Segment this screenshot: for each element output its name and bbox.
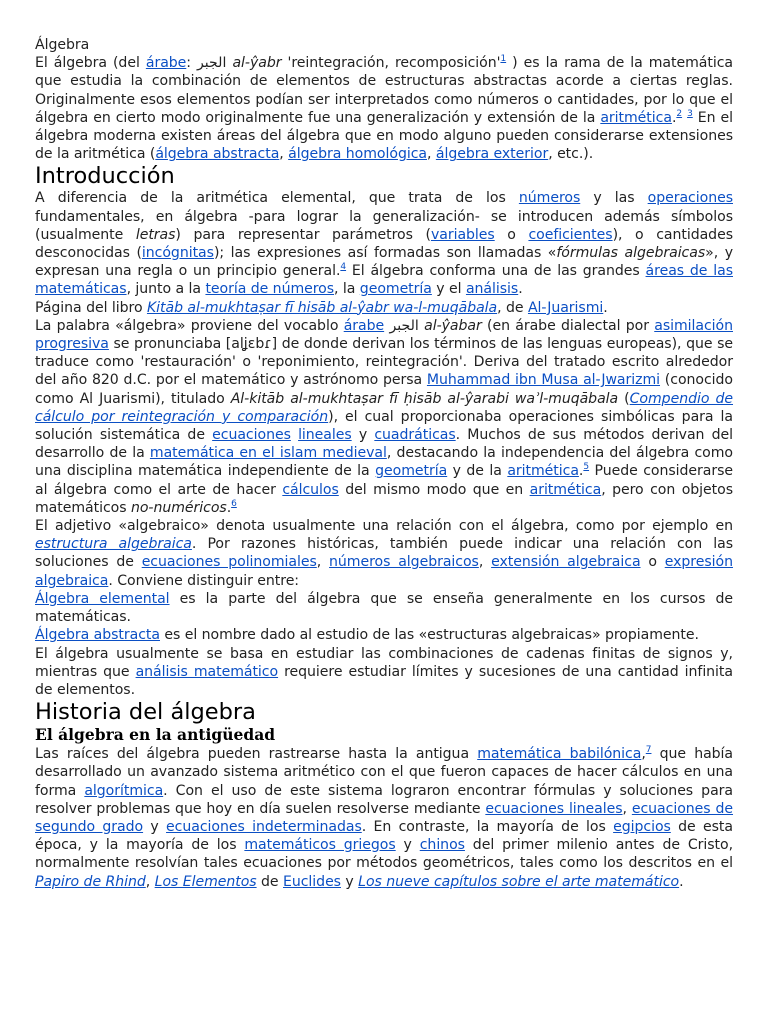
italic-text: al-ŷabr xyxy=(232,55,282,72)
text: o xyxy=(640,554,665,571)
image-caption xyxy=(35,299,733,317)
paragraph xyxy=(35,317,733,517)
link-kitab[interactable]: Kitāb al-mukhtaṣar fī hisāb al-ŷabr wa-l-muqābala xyxy=(146,299,498,316)
text: ); las expresiones así formadas son llamadas « xyxy=(213,245,557,262)
text: , destacando la independencia del álgebra como una disciplina matemática independiente de la xyxy=(35,445,734,480)
link-algoritmica[interactable]: algorítmica xyxy=(84,782,164,799)
link-numeros-algebraicos[interactable]: números algebraicos xyxy=(329,554,479,571)
text: , de xyxy=(497,299,528,316)
text: y de la xyxy=(447,463,508,480)
paragraph xyxy=(35,745,733,891)
link-incognitas[interactable]: incógnitas xyxy=(141,245,214,262)
text: Puede considerarse al álgebra como el arte de hacer xyxy=(35,463,734,498)
text: y el xyxy=(431,281,466,298)
paragraph xyxy=(35,590,733,626)
link-al-jwarizmi[interactable]: Muhammad ibn Musa al-Jwarizmi xyxy=(426,372,661,389)
reference-link[interactable]: 1 xyxy=(500,54,507,65)
link-algebra-abstracta[interactable]: Álgebra abstracta xyxy=(35,627,160,644)
text: ) para representar parámetros ( xyxy=(175,226,431,243)
text: . En contraste, la mayoría de los xyxy=(361,818,614,835)
text: es la parte del álgebra que se enseña generalmente en los cursos de matemáticas. xyxy=(35,590,734,626)
link-algebra-exterior[interactable]: álgebra exterior xyxy=(435,146,549,163)
link-aritmetica[interactable]: aritmética xyxy=(600,109,672,126)
link-aritmetica[interactable]: aritmética xyxy=(529,481,602,498)
text: En el álgebra moderna existen áreas del álgebra que en modo alguno pueden considerarse extensiones de la aritmética ( xyxy=(35,109,733,163)
text: Página del libro xyxy=(35,299,147,316)
link-egipcios[interactable]: egipcios xyxy=(613,818,671,835)
section-heading-historia: Historia del álgebra xyxy=(35,699,256,726)
text: : الجبر xyxy=(186,55,233,72)
text: ) es la rama de la matemática que estudia la combinación de elementos de estructuras abstractas acorde a ciertas reglas. Originalmente esos elementos podían ser interpretados como números o cantidades, por lo que el álgebra en cierto modo originalmente fue una generalización y extensión de la xyxy=(35,55,733,126)
document-title: Álgebra xyxy=(35,37,90,53)
reference-link[interactable]: 6 xyxy=(231,498,237,509)
text: de xyxy=(256,873,283,890)
text: que había desarrollado un avanzado sistema aritmético con el que fueron capaces de hacer cálculos en una forma xyxy=(35,746,734,799)
text: , xyxy=(427,146,436,163)
link-euclides[interactable]: Euclides xyxy=(283,873,341,890)
text: . xyxy=(679,873,684,890)
link-al-juarismi[interactable]: Al-Juarismi xyxy=(527,299,604,316)
text: », y expresan una regla o un principio general. xyxy=(35,245,734,280)
link-matematica-babilonica[interactable]: matemática babilónica xyxy=(477,746,642,763)
text: o xyxy=(494,226,529,243)
link-expresion-algebraica[interactable]: expresión algebraica xyxy=(35,554,733,589)
text: , xyxy=(641,746,646,763)
link-ecuaciones[interactable]: ecuaciones xyxy=(212,427,291,444)
text: del primer milenio antes de Cristo, normalmente resolvían tales ecuaciones por métodos geométricos, tales como los descritos en el xyxy=(35,837,734,872)
paragraph xyxy=(35,645,733,700)
reference-link[interactable]: 5 xyxy=(583,462,590,473)
text xyxy=(291,427,298,443)
link-algebra-homologica[interactable]: álgebra homológica xyxy=(288,146,427,163)
text: الجبر xyxy=(384,317,425,334)
italic-text: Al-kitāb al-mukhtaṣar fī ḥisāb al-ŷarabi waʾl-muqābala xyxy=(230,390,619,407)
link-lineales[interactable]: lineales xyxy=(298,427,352,444)
link-compendio[interactable]: Compendio de cálculo por reintegración y comparación xyxy=(35,390,733,425)
text: , xyxy=(279,146,289,163)
link-ecuaciones-indeterminadas[interactable]: ecuaciones indeterminadas xyxy=(166,818,362,835)
link-extension-algebraica[interactable]: extensión algebraica xyxy=(491,554,641,571)
link-numeros[interactable]: números xyxy=(518,190,581,207)
text: . Muchos de sus métodos derivan del desarrollo de la xyxy=(35,427,733,462)
link-ecuaciones-segundo-grado[interactable]: ecuaciones de segundo grado xyxy=(35,800,733,835)
text: . Con el uso de este sistema lograron encontrar fórmulas y soluciones para resolver problemas que hoy en día suelen resolverse mediante xyxy=(35,782,733,817)
link-teoria-numeros[interactable]: teoría de números xyxy=(205,281,335,298)
link-coeficientes[interactable]: coeficientes xyxy=(528,226,613,243)
text: , etc.). xyxy=(548,146,594,163)
link-chinos[interactable]: chinos xyxy=(419,837,465,854)
link-analisis[interactable]: análisis xyxy=(465,281,519,298)
italic-text: fórmulas algebraicas xyxy=(556,245,706,262)
text: El álgebra conforma una de las grandes xyxy=(346,263,646,280)
text: y xyxy=(143,818,167,835)
reference-link[interactable]: 2 xyxy=(676,108,683,119)
link-arabe[interactable]: árabe xyxy=(343,317,385,334)
link-geometria[interactable]: geometría xyxy=(375,463,448,480)
link-nueve-capitulos[interactable]: Los nueve capítulos sobre el arte matemático xyxy=(358,873,680,890)
link-arabe[interactable]: árabe xyxy=(145,55,187,72)
reference-2[interactable] xyxy=(676,109,682,119)
text: , la xyxy=(334,281,360,298)
link-los-elementos[interactable]: Los Elementos xyxy=(154,873,257,890)
text: La palabra «álgebra» proviene del vocablo xyxy=(35,317,344,334)
link-areas-matematicas[interactable]: áreas de las matemáticas xyxy=(35,263,733,298)
text: . Conviene distinguir entre: xyxy=(108,572,300,589)
text: . Por razones históricas, también puede indicar una relación con las soluciones de xyxy=(35,536,734,571)
link-geometria[interactable]: geometría xyxy=(359,281,432,298)
text: . xyxy=(518,281,523,298)
link-ecuaciones-polinomiales[interactable]: ecuaciones polinomiales xyxy=(141,554,317,571)
link-estructura-algebraica[interactable]: estructura algebraica xyxy=(35,536,192,553)
text: ( xyxy=(618,390,630,407)
link-ecuaciones-lineales[interactable]: ecuaciones lineales xyxy=(485,800,623,817)
text: 'reintegración, recomposición' xyxy=(281,55,501,72)
text: , pero con objetos matemáticos xyxy=(35,481,733,516)
text: , xyxy=(478,554,492,571)
reference-6[interactable] xyxy=(231,499,237,509)
link-cuadraticas[interactable]: cuadráticas xyxy=(374,427,456,444)
text: El álgebra usualmente se basa en estudiar las combinaciones de cadenas finitas de signos y, mientras que xyxy=(35,645,733,680)
text: El adjetivo «algebraico» denota usualmente una relación con el álgebra, como por ejemplo en xyxy=(35,518,733,535)
subsection-heading-antiguedad: El álgebra en la antigüedad xyxy=(35,725,276,745)
link-asimilacion-progresiva[interactable]: asimilación progresiva xyxy=(35,317,733,353)
link-papiro-rhind[interactable]: Papiro de Rhind xyxy=(35,873,146,890)
paragraph xyxy=(35,517,733,590)
text: de esta época, y la mayoría de los xyxy=(35,818,733,854)
text: , junto a la xyxy=(126,281,206,298)
text: y xyxy=(395,837,420,854)
paragraph xyxy=(35,189,733,298)
reference-link[interactable]: 3 xyxy=(687,108,693,119)
article-body xyxy=(35,36,733,891)
text: ), el cual proporcionaba operaciones simbólicas para la solución sistemática de xyxy=(35,408,734,444)
text: El álgebra (del xyxy=(35,55,146,72)
reference-link[interactable]: 4 xyxy=(340,262,347,273)
text: Las raíces del álgebra pueden rastrearse hasta la antigua xyxy=(35,746,478,763)
link-aritmetica[interactable]: aritmética xyxy=(507,463,579,480)
link-operaciones[interactable]: operaciones xyxy=(647,190,733,207)
text: , xyxy=(622,800,632,817)
link-variables[interactable]: variables xyxy=(430,226,495,243)
italic-text: no-numéricos xyxy=(130,499,227,516)
text: ), o cantidades desconocidas ( xyxy=(35,226,733,262)
text: y xyxy=(351,427,375,444)
intro-paragraph xyxy=(35,54,733,163)
text: . xyxy=(578,463,584,480)
text: es el nombre dado al estudio de las «estructuras algebraicas» propiamente. xyxy=(159,627,699,644)
reference-link[interactable]: 7 xyxy=(645,745,652,756)
paragraph xyxy=(35,626,733,644)
text: , xyxy=(316,554,330,571)
text: y las xyxy=(580,190,648,207)
link-matematicos-griegos[interactable]: matemáticos griegos xyxy=(244,837,396,854)
text: fundamentales, en álgebra -para lograr la generalización- se introducen además símbolos (usualmente xyxy=(35,208,733,243)
italic-text: al-ŷabar xyxy=(424,317,482,334)
section-heading-introduccion: Introducción xyxy=(35,163,175,190)
text: . xyxy=(603,299,608,316)
text: requiere estudiar límites y sucesiones de una cantidad infinita de elementos. xyxy=(35,663,733,698)
link-calculos[interactable]: cálculos xyxy=(282,481,339,498)
link-algebra-elemental[interactable]: Álgebra elemental xyxy=(35,590,170,607)
text: se pronunciaba [alʝɛbɾ] de donde derivan los términos de las lenguas europeas), que se traduce como 'restauración' o 'reponimiento, reintegración'. Deriva del tratado escrito alrededor del año 820 d.C. por el matemático y astrónomo persa xyxy=(35,336,733,389)
link-algebra-abstracta[interactable]: álgebra abstracta xyxy=(155,146,280,163)
text: y xyxy=(340,873,359,890)
text: A diferencia de la aritmética elemental, que trata de los xyxy=(35,190,519,207)
text: (en árabe dialectal por xyxy=(481,317,655,334)
link-analisis-matematico[interactable]: análisis matemático xyxy=(135,663,279,680)
text: . xyxy=(671,109,677,126)
text: . xyxy=(226,499,232,516)
link-matematica-islam[interactable]: matemática en el islam medieval xyxy=(149,445,387,462)
italic-text: letras xyxy=(135,226,176,243)
text: , xyxy=(145,873,155,890)
text: (conocido como Al Juarismi), titulado xyxy=(35,372,733,407)
text: del mismo modo que en xyxy=(338,481,530,498)
